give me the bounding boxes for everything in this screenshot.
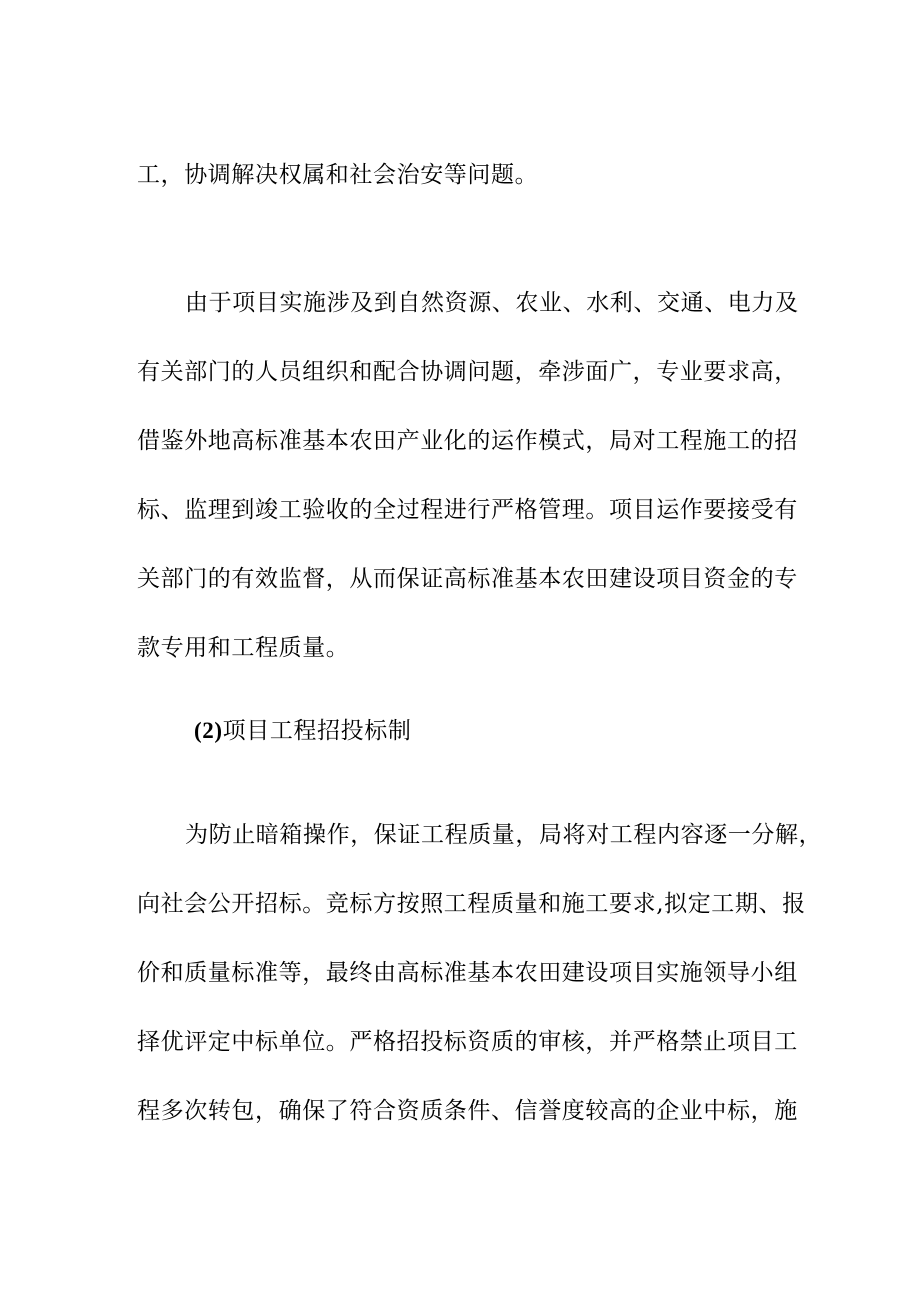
text-line: 向社会公开招标。竞标方按照工程质量和施工要求,拟定工期、报 [137,891,806,917]
text-line: 关部门的有效监督，从而保证高标准基本农田建设项目资金的专 [137,566,798,592]
section-heading-text: 项目工程招投标制 [222,718,412,744]
text-line: 款专用和工程质量。 [137,635,350,661]
text-line: 工，协调解决权属和社会治安等问题。 [137,162,539,188]
text-line: 为防止暗箱操作，保证工程质量，局将对工程内容逐一分解， [185,822,823,848]
text-line: 由于项目实施涉及到自然资源、农业、水利、交通、电力及 [185,290,799,316]
text-line: 程多次转包，确保了符合资质条件、信誉度较高的企业中标，施 [137,1098,798,1124]
text-line: 择优评定中标单位。严格招投标资质的审核，并严格禁止项目工 [137,1029,798,1055]
section-heading [194,716,854,746]
text-line: 标、监理到竣工验收的全过程进行严格管理。项目运作要接受有 [137,497,798,523]
section-heading-number: (2) [194,718,223,743]
text-line: 有关部门的人员组织和配合协调问题，牵涉面广，专业要求高， [137,359,798,385]
text-line: 价和质量标准等，最终由高标准基本农田建设项目实施领导小组 [137,960,798,986]
text-line: 借鉴外地高标准基本农田产业化的运作模式，局对工程施工的招 [137,428,798,454]
